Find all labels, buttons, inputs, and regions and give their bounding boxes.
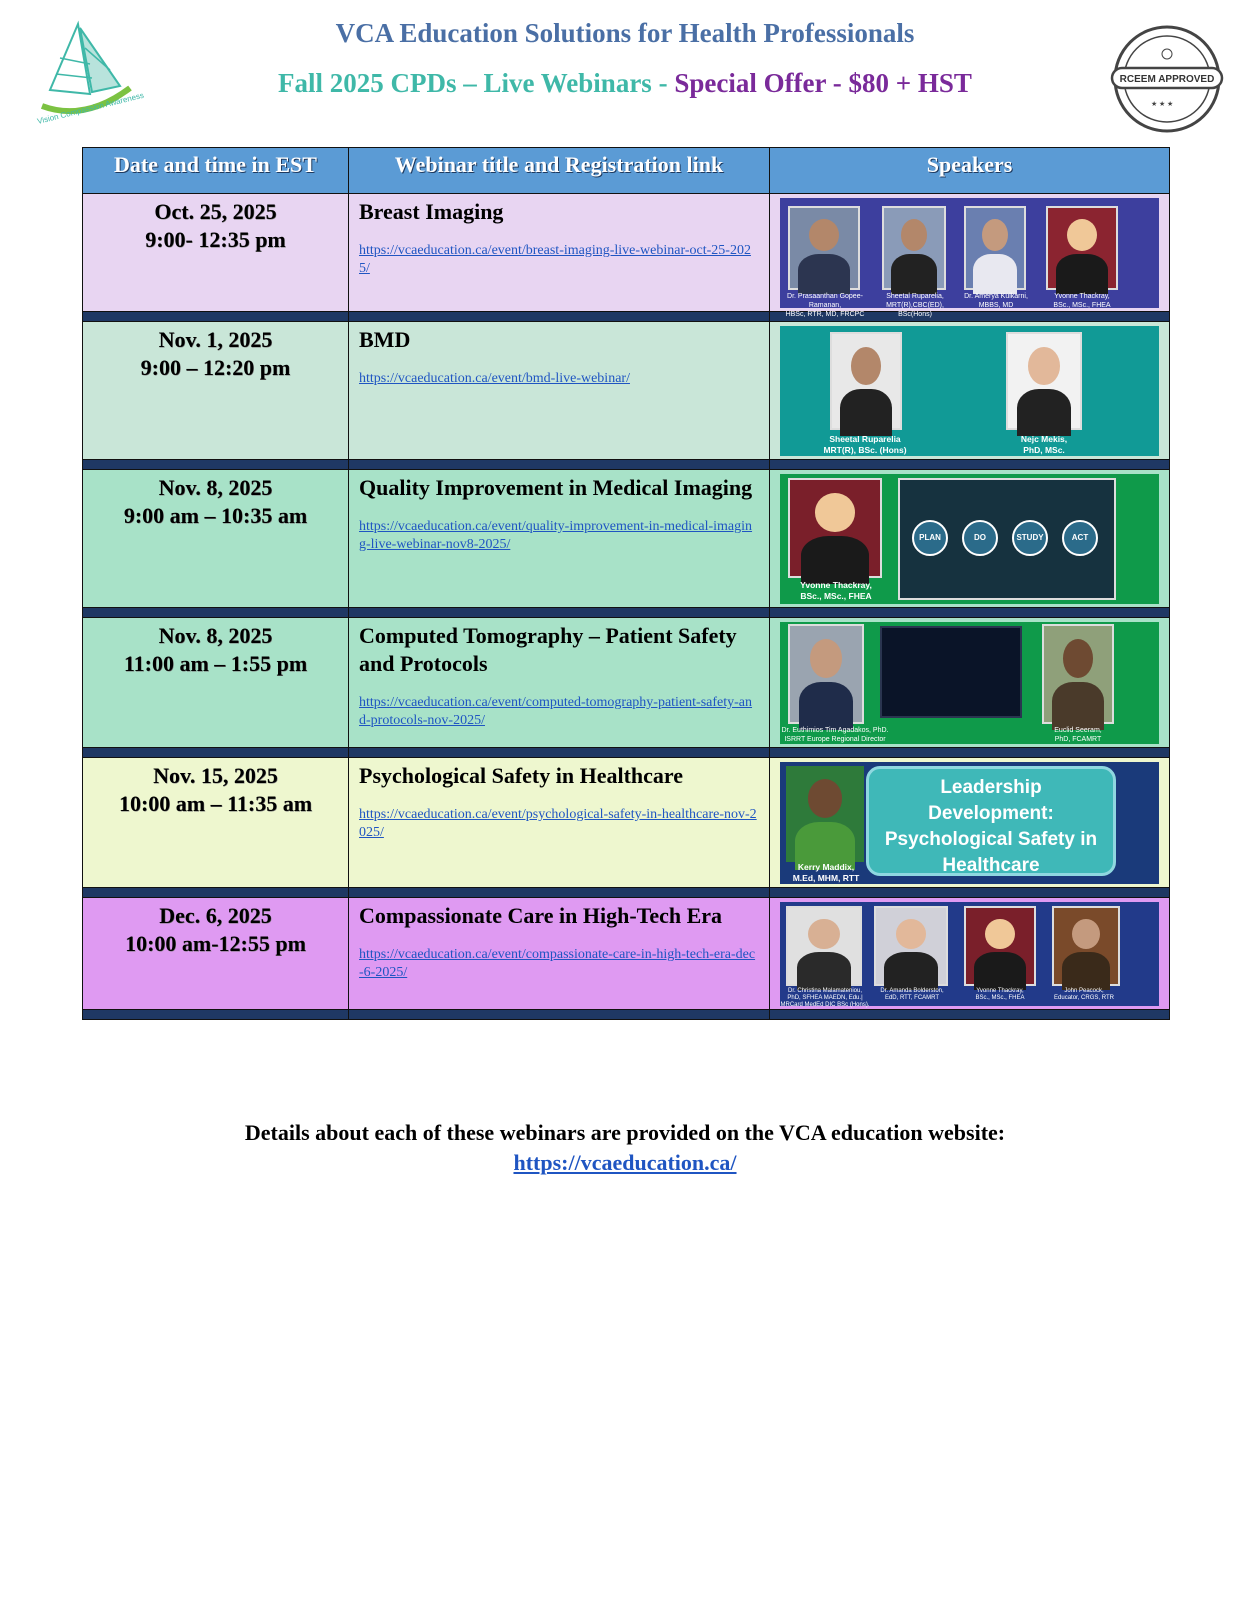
- rceem-approved-badge-icon: [1106, 24, 1228, 134]
- speaker-credentials: MRT(R),CBC(ED), BSc(Hons): [886, 302, 944, 318]
- ct-scans-image: [880, 626, 1022, 718]
- date-cell: [83, 758, 349, 888]
- speaker-name: Yvonne Thackray,: [800, 580, 872, 590]
- speakers-cell: [770, 618, 1170, 748]
- speakers-panel: [780, 474, 1159, 604]
- speaker-photo: [788, 206, 860, 290]
- webinar-time: 10:00 am – 11:35 am: [118, 791, 313, 816]
- title-cell: [349, 898, 770, 1010]
- speaker-name: Nejc Mekis,: [1020, 434, 1068, 444]
- speaker-photo: [964, 206, 1026, 290]
- speaker-name: Yvonne Thackray,: [1054, 293, 1110, 300]
- speaker-credentials: HBSc, RTR, MD, FRCPC: [785, 311, 865, 318]
- registration-link[interactable]: https://vcaeducation.ca/event/computed-tomography-patient-safety-and-protocols-nov-2025/: [359, 695, 753, 728]
- speakers-cell: [770, 194, 1170, 318]
- webinar-title: Breast Imaging: [359, 199, 504, 224]
- speakers-panel: [780, 622, 1159, 744]
- speaker-name: Dr. Prasaanthan Gopee-Ramanan,: [787, 293, 863, 309]
- title-cell: [349, 194, 770, 312]
- registration-link[interactable]: https://vcaeducation.ca/event/breast-imaging-live-webinar-oct-25-2025/: [359, 243, 751, 276]
- page-title: VCA Education Solutions for Health Professionals: [335, 18, 915, 48]
- registration-link[interactable]: https://vcaeducation.ca/event/quality-improvement-in-medical-imaging-live-webinar-nov8-2025/: [359, 519, 753, 552]
- webinar-title: Psychological Safety in Healthcare: [359, 763, 684, 788]
- webinar-date: Nov. 8, 2025: [158, 623, 273, 648]
- speaker-photo: [1046, 206, 1118, 290]
- speakers-cell: [770, 470, 1170, 608]
- webinar-title: Computed Tomography – Patient Safety and Protocols: [359, 623, 737, 676]
- table-row: [83, 618, 1170, 748]
- speaker-credentials: PhD, FCAMRT: [1054, 736, 1102, 743]
- page-subtitle: [0, 68, 1250, 99]
- footer-note: [0, 1120, 1250, 1176]
- pdsa-step: PLAN: [912, 520, 948, 556]
- speaker-name: Euclid Seeram,: [1054, 727, 1102, 734]
- speakers-panel: [780, 198, 1159, 318]
- date-cell: [83, 618, 349, 748]
- speaker-name: Dr. Christina Malamateniou,: [787, 988, 863, 994]
- speaker-name: Dr. Amerya Kulkarni,: [964, 293, 1028, 300]
- table-row: [83, 470, 1170, 608]
- date-cell: [83, 194, 349, 312]
- page-header: [0, 0, 1250, 140]
- column-header-date: Date and time in EST: [83, 148, 349, 194]
- table-row: [83, 194, 1170, 312]
- speaker-credentials: PhD, MSc.: [1023, 445, 1065, 455]
- title-cell: [349, 470, 770, 608]
- table-row: [83, 758, 1170, 888]
- leadership-banner: Leadership Development: Psychological Safety in Healthcare: [866, 766, 1116, 876]
- date-cell: [83, 898, 349, 1010]
- footer-text: Details about each of these webinars are provided on the VCA education website:: [244, 1120, 1006, 1145]
- webinar-time: 9:00 am – 10:35 am: [123, 503, 308, 528]
- subtitle-offer: Special Offer - $80 + HST: [674, 68, 972, 98]
- registration-link[interactable]: https://vcaeducation.ca/event/psychological-safety-in-healthcare-nov-2025/: [359, 807, 757, 840]
- title-cell: [349, 322, 770, 460]
- pdsa-step: ACT: [1062, 520, 1098, 556]
- webinar-date: Oct. 25, 2025: [154, 199, 277, 224]
- speaker-name: John Peacock,: [1064, 988, 1104, 994]
- column-header-speakers: Speakers: [770, 148, 1170, 194]
- registration-link[interactable]: https://vcaeducation.ca/event/compassionate-care-in-high-tech-era-dec-6-2025/: [359, 947, 756, 980]
- pdsa-illustration: [898, 478, 1116, 600]
- date-cell: [83, 470, 349, 608]
- registration-link[interactable]: https://vcaeducation.ca/event/bmd-live-webinar/: [359, 371, 630, 386]
- table-row: [83, 898, 1170, 1010]
- badge-text: RCEEM APPROVED: [1119, 74, 1215, 85]
- speaker-name: Yvonne Thackray,: [976, 988, 1024, 994]
- speaker-photo: [882, 206, 946, 290]
- speaker-photo: [1042, 624, 1114, 724]
- date-cell: [83, 322, 349, 460]
- speakers-panel: [780, 326, 1159, 456]
- speaker-photo: [1006, 332, 1082, 430]
- speaker-name: Kerry Maddix,: [797, 862, 855, 872]
- speakers-cell: [770, 898, 1170, 1010]
- speaker-photo: [786, 766, 864, 862]
- speaker-photo: [786, 906, 862, 986]
- speaker-credentials: EdD, RTT, FCAMRT: [884, 995, 940, 1001]
- title-cell: [349, 758, 770, 888]
- title-cell: [349, 618, 770, 748]
- speakers-panel: [780, 902, 1159, 1006]
- speaker-photo: [788, 478, 882, 578]
- webinar-time: 11:00 am – 1:55 pm: [123, 651, 308, 676]
- speaker-credentials: BSc., MSc., FHEA: [975, 995, 1025, 1001]
- speaker-name: Dr. Amanda Bolderston,: [880, 988, 944, 994]
- speaker-name: Sheetal Ruparelia,: [886, 293, 944, 300]
- svg-text:★ ★ ★: ★ ★ ★: [1151, 100, 1174, 108]
- speaker-credentials: M.Ed, MHM, RTT: [792, 873, 860, 883]
- speaker-photo: [1052, 906, 1120, 986]
- webinar-date: Nov. 8, 2025: [158, 475, 273, 500]
- pdsa-step: DO: [962, 520, 998, 556]
- speaker-name: Sheetal Ruparelia: [829, 434, 901, 444]
- speaker-credentials: ISRRT Europe Regional Director: [784, 736, 886, 743]
- speaker-credentials: BSc., MSc., FHEA: [800, 591, 872, 601]
- logo-text: Vision Compassion Awareness: [36, 90, 145, 126]
- subtitle-series: Fall 2025 CPDs – Live Webinars -: [278, 68, 675, 98]
- webinar-time: 10:00 am-12:55 pm: [125, 931, 306, 956]
- speaker-name: Dr. Euthimios Tim Agadakos, PhD.: [781, 727, 889, 734]
- speaker-credentials: MBBS, MD: [978, 302, 1014, 309]
- webinar-title: BMD: [359, 327, 411, 352]
- webinar-time: 9:00 – 12:20 pm: [140, 355, 291, 380]
- speaker-photo: [874, 906, 948, 986]
- speaker-photo: [830, 332, 902, 430]
- webinar-title: Quality Improvement in Medical Imaging: [359, 475, 753, 500]
- webinar-title: Compassionate Care in High-Tech Era: [359, 903, 723, 928]
- pdsa-step: STUDY: [1012, 520, 1048, 556]
- speaker-credentials: BSc., MSc., FHEA: [1053, 302, 1111, 309]
- speaker-credentials: Educator, CRGS, RTR: [1054, 995, 1114, 1001]
- speakers-cell: [770, 758, 1170, 888]
- table-row: [83, 322, 1170, 460]
- speaker-credentials: PhD, SFHEA MAEDN, Edu.| MRCard MedEd DIC BSc (Hons).: [780, 995, 870, 1008]
- webinar-date: Nov. 1, 2025: [158, 327, 273, 352]
- webinar-schedule-table: [82, 147, 1170, 1020]
- webinar-time: 9:00- 12:35 pm: [145, 227, 286, 252]
- speaker-credentials: MRT(R), BSc. (Hons): [823, 445, 907, 455]
- speakers-cell: [770, 322, 1170, 460]
- table-header-row: [83, 148, 1170, 194]
- speaker-photo: [788, 624, 864, 724]
- speaker-photo: [964, 906, 1036, 986]
- speakers-panel: [780, 762, 1159, 884]
- website-link[interactable]: https://vcaeducation.ca/: [513, 1150, 737, 1175]
- column-header-title: Webinar title and Registration link: [349, 148, 770, 194]
- webinar-date: Dec. 6, 2025: [159, 903, 272, 928]
- webinar-date: Nov. 15, 2025: [153, 763, 278, 788]
